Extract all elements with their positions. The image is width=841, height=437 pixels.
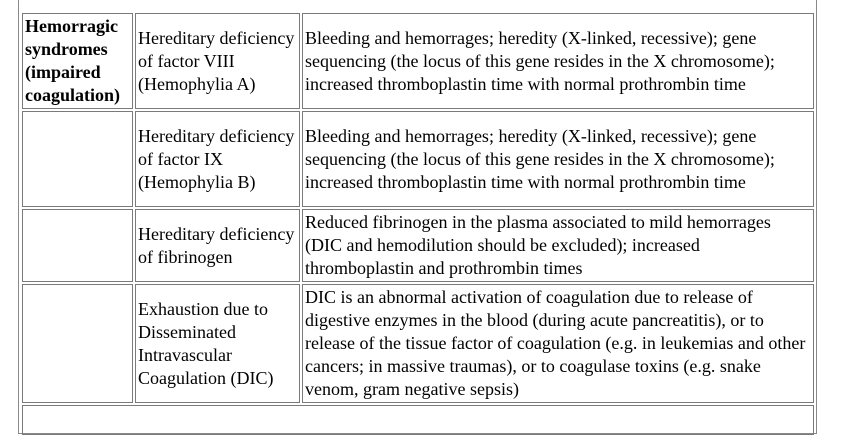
table-row: [22, 284, 814, 403]
description-text: Bleeding and hemorrages; heredity (X-linked, recessive); gene sequencing (the locus of this gene resides in the X chromosome); increased thromboplastin time with normal prothrombin time: [305, 125, 775, 192]
condition-cell: [135, 13, 300, 109]
description-text: Bleeding and hemorrages; heredity (X-linked, recessive); gene sequencing (the locus of this gene resides in the X chromosome); increased thromboplastin time with normal prothrombin time: [305, 27, 775, 94]
condition-text: Exhaustion due to Disseminated Intravascular Coagulation (DIC): [138, 298, 274, 388]
condition-text: Hereditary deficiency of factor VIII (Hemophylia A): [138, 27, 295, 94]
description-text: DIC is an abnormal activation of coagulation due to release of digestive enzymes in the blood (during acute pancreatitis), or to release of the tissue factor of coagulation (e.g. in leukemias and other cancers; in massive traumas), or to coagulase toxins (e.g. snake venom, gram negative sepsis): [305, 287, 806, 399]
description-text: Reduced fibrinogen in the plasma associated to mild hemorrages (DIC and hemodilution should be excluded); increased thromboplastin and prothrombin times: [305, 212, 771, 278]
table-row: [22, 111, 814, 207]
condition-cell: [135, 209, 300, 282]
description-cell: [302, 13, 814, 109]
description-cell: [302, 111, 814, 207]
condition-text: Hereditary deficiency of factor IX (Hemophylia B): [138, 125, 295, 192]
partial-cell: [22, 405, 814, 435]
condition-text: Hereditary deficiency of fibrinogen: [138, 223, 295, 267]
condition-cell: [135, 284, 300, 403]
category-cell: [22, 209, 133, 282]
category-cell: [22, 111, 133, 207]
table-row: [22, 13, 814, 109]
category-text: Hemorragic syndromes (impaired coagulation): [25, 16, 121, 105]
coagulation-disorders-table: [20, 11, 816, 437]
table-row-partial: [22, 405, 814, 435]
condition-cell: [135, 111, 300, 207]
description-cell: [302, 284, 814, 403]
category-cell: [22, 13, 133, 109]
description-cell: [302, 209, 814, 282]
table-row: [22, 209, 814, 282]
category-cell: [22, 284, 133, 403]
